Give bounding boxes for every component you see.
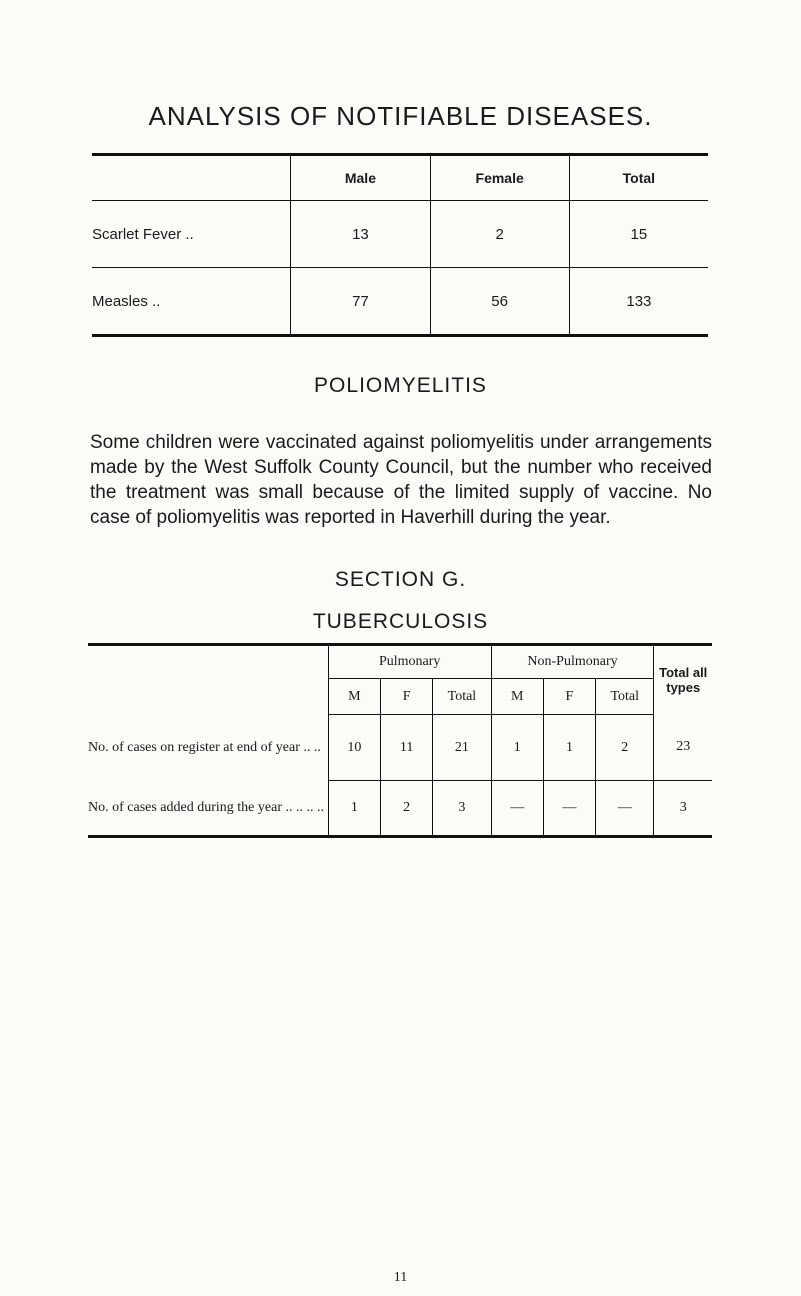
notifiable-diseases-table xyxy=(92,153,708,337)
header-male: Male xyxy=(291,155,430,201)
tuberculosis-table xyxy=(88,643,712,838)
disease-label: Scarlet Fever .. xyxy=(92,201,291,268)
page-number: 11 xyxy=(393,1270,408,1285)
total-value: 15 xyxy=(569,201,708,268)
male-value: 13 xyxy=(291,201,430,268)
cell: 2 xyxy=(381,781,433,837)
cell: 10 xyxy=(328,715,380,781)
section-heading: SECTION G. xyxy=(334,568,467,591)
sub-m: M xyxy=(491,679,543,715)
cell: 21 xyxy=(433,715,491,781)
group-header-row xyxy=(88,645,712,679)
sub-f: F xyxy=(543,679,595,715)
cell: — xyxy=(596,781,654,837)
polio-heading: POLIOMYELITIS xyxy=(314,374,487,397)
polio-paragraph: Some children were vaccinated against poliomyelitis under arrangements made by the West Suffolk County Council, but the number who received the treatment was small because of the limited supply of vaccine. No case of poliomyelitis was reported in Haverhill during the year. xyxy=(90,432,712,528)
total-value: 133 xyxy=(569,268,708,336)
row-label: No. of cases on register at end of year .. .. xyxy=(88,740,321,755)
group-nonpulmonary: Non-Pulmonary xyxy=(491,645,654,679)
table-row xyxy=(92,201,708,268)
disease-label: Measles .. xyxy=(92,268,291,336)
cell: 1 xyxy=(543,715,595,781)
header-total: Total xyxy=(569,155,708,201)
tb-heading: TUBERCULOSIS xyxy=(312,610,489,633)
cell: — xyxy=(543,781,595,837)
header-total-all-types: Total all types xyxy=(654,645,712,715)
header-blank xyxy=(92,155,291,201)
female-value: 2 xyxy=(430,201,569,268)
cell: 11 xyxy=(381,715,433,781)
cell: 1 xyxy=(328,781,380,837)
group-pulmonary: Pulmonary xyxy=(328,645,491,679)
cell: 2 xyxy=(596,715,654,781)
table-header-row xyxy=(92,155,708,201)
cell: 3 xyxy=(654,781,712,837)
table-row xyxy=(88,715,712,781)
header-female: Female xyxy=(430,155,569,201)
male-value: 77 xyxy=(291,268,430,336)
cell: — xyxy=(491,781,543,837)
sub-total: Total xyxy=(433,679,491,715)
sub-m: M xyxy=(328,679,380,715)
header-blank xyxy=(88,645,328,715)
page-title: ANALYSIS OF NOTIFIABLE DISEASES. xyxy=(148,101,653,131)
sub-f: F xyxy=(381,679,433,715)
cell: 3 xyxy=(433,781,491,837)
female-value: 56 xyxy=(430,268,569,336)
cell: 23 xyxy=(654,715,712,781)
cell: 1 xyxy=(491,715,543,781)
row-label: No. of cases added during the year .. .. .. .. xyxy=(88,800,324,816)
table-row xyxy=(92,268,708,336)
sub-total: Total xyxy=(596,679,654,715)
table-row xyxy=(88,781,712,837)
